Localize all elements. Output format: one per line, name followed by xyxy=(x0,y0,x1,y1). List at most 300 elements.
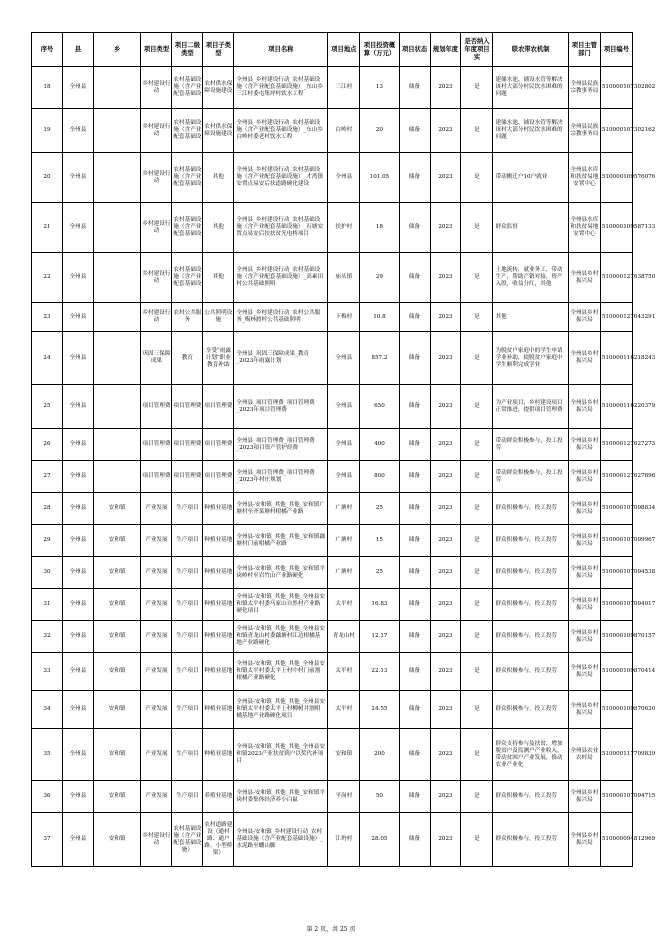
cell-county: 全州县 xyxy=(62,589,93,621)
cell-county: 全州县 xyxy=(62,385,93,429)
header-cell: 项目状态 xyxy=(399,33,430,67)
cell-secondary-type: 农村基础设施（含产业配套基础设 xyxy=(172,153,203,203)
cell-county: 全州县 xyxy=(62,557,93,589)
table-row xyxy=(32,253,633,303)
cell-mechanism: 建储水池、铺设水管等解决该村大部分村民饮水困难的问题 xyxy=(493,109,568,153)
cell-sub-type: 项目管理费 xyxy=(203,385,234,429)
cell-project-name: 全州县-安和镇_乡村建设行动_农村基础设施（含产业配套基础设施）_水泥路至蟠山脚 xyxy=(234,813,328,867)
cell-status: 储备 xyxy=(399,461,430,493)
cell-project-name: 全州县-安和镇_其他_其他_全州县安和镇2023产业扶贫到户以奖代补项目 xyxy=(234,729,328,781)
cell-department: 全州县乡村振兴局 xyxy=(568,653,600,691)
cell-sub-type: 种植业基地 xyxy=(203,589,234,621)
cell-township xyxy=(93,153,141,203)
cell-county: 全州县 xyxy=(62,729,93,781)
cell-mechanism: 群众支持参与及扶贫，增加脱贫户及监测户产业收入，带动贫困户产业发展，推动农业产业化 xyxy=(493,729,568,781)
cell-sub-type: 其他 xyxy=(203,203,234,253)
cell-status: 储备 xyxy=(399,203,430,253)
cell-plan-year: 2023 xyxy=(430,303,461,332)
cell-project-code: 510000107099967 xyxy=(600,525,632,557)
cell-department: 全州县乡村振兴局 xyxy=(568,332,600,385)
cell-township: 安和镇 xyxy=(93,525,141,557)
cell-plan-year: 2023 xyxy=(430,557,461,589)
cell-project-type: 产业发展 xyxy=(141,621,172,653)
cell-secondary-type: 农村基础设施（含产业配套基础设 xyxy=(172,67,203,109)
cell-secondary-type: 农村基础设施（含产业配套基础设 xyxy=(172,203,203,253)
cell-included: 是 xyxy=(461,589,493,621)
cell-investment: 20 xyxy=(360,109,399,153)
cell-department: 全州县乡村振兴局 xyxy=(568,781,600,813)
cell-investment: 25 xyxy=(360,557,399,589)
cell-department: 全州县乡村振兴局 xyxy=(568,493,600,525)
cell-investment: 25 xyxy=(360,493,399,525)
cell-sub-type: 种植业基地 xyxy=(203,557,234,589)
cell-sub-type: 种植业基地 xyxy=(203,525,234,557)
cell-plan-year: 2023 xyxy=(430,813,461,867)
cell-status: 储备 xyxy=(399,653,430,691)
cell-project-name: 全州县-安和镇_其他_其他_安和镇平岗村委集体经济养小白鼠 xyxy=(234,781,328,813)
cell-included: 是 xyxy=(461,429,493,461)
cell-project-type: 乡村建设行动 xyxy=(141,67,172,109)
cell-mechanism: 为脱贫户家庭中的学生申请学业补助，使脱贫户家庭中学生顺利完成学业 xyxy=(493,332,568,385)
cell-project-name: 全州县-安和镇_其他_其他_全州县安和镇太平村委太平上村中村门前割柑橘产业路硬化 xyxy=(234,653,328,691)
cell-index: 24 xyxy=(32,332,63,385)
cell-plan-year: 2023 xyxy=(430,653,461,691)
cell-plan-year: 2023 xyxy=(430,385,461,429)
table-row xyxy=(32,691,633,729)
cell-mechanism: 群众积极参与，投工投劳 xyxy=(493,691,568,729)
cell-project-type: 项目管理费 xyxy=(141,429,172,461)
cell-township: 安和镇 xyxy=(93,813,141,867)
cell-secondary-type: 生产项目 xyxy=(172,691,203,729)
table-row xyxy=(32,67,633,109)
cell-location: 全州县 xyxy=(328,429,360,461)
cell-plan-year: 2023 xyxy=(430,203,461,253)
cell-included: 是 xyxy=(461,203,493,253)
cell-township: 安和镇 xyxy=(93,557,141,589)
table-row xyxy=(32,109,633,153)
cell-investment: 29 xyxy=(360,253,399,303)
cell-index: 28 xyxy=(32,493,63,525)
cell-location: 平岗村 xyxy=(328,781,360,813)
cell-index: 31 xyxy=(32,589,63,621)
cell-secondary-type: 农村公共服务 xyxy=(172,303,203,332)
cell-location: 青龙山村 xyxy=(328,621,360,653)
header-cell: 项目地点 xyxy=(328,33,360,67)
cell-project-type: 项目管理费 xyxy=(141,385,172,429)
header-cell: 是否纳入年度项目实 xyxy=(461,33,493,67)
cell-project-code: 510000127627273 xyxy=(600,429,632,461)
cell-project-code: 510000107094538 xyxy=(600,557,632,589)
cell-project-name: 全州县-安和镇_其他_其他_安和镇广塘村至齐菜塘村柑橘产业路 xyxy=(234,493,328,525)
cell-township: 安和镇 xyxy=(93,653,141,691)
cell-index: 34 xyxy=(32,691,63,729)
cell-project-code: 510000127643291 xyxy=(600,303,632,332)
cell-investment: 10.8 xyxy=(360,303,399,332)
cell-mechanism: 群众积极参与，投工投劳 xyxy=(493,525,568,557)
cell-project-code: 510000109576076 xyxy=(600,153,632,203)
cell-sub-type: 其他 xyxy=(203,153,234,203)
cell-status: 储备 xyxy=(399,729,430,781)
cell-investment: 200 xyxy=(360,729,399,781)
cell-plan-year: 2023 xyxy=(430,493,461,525)
cell-county: 全州县 xyxy=(62,813,93,867)
header-cell: 项目主管部门 xyxy=(568,33,600,67)
cell-project-code: 510000109870414 xyxy=(600,653,632,691)
cell-secondary-type: 生产项目 xyxy=(172,729,203,781)
header-cell: 项目编号 xyxy=(600,33,632,67)
cell-project-type: 产业发展 xyxy=(141,729,172,781)
cell-project-code: 510000107302162 xyxy=(600,109,632,153)
cell-project-name: 全州县_乡村建设行动_农村基础设施（含产业配套基础设施）_东山乡三江村委屯集坪村饮水工程 xyxy=(234,67,328,109)
cell-county: 全州县 xyxy=(62,203,93,253)
table-row xyxy=(32,729,633,781)
cell-project-name: 全州县_项目管理费_项目管理费_2023年村庄规划 xyxy=(234,461,328,493)
table-row xyxy=(32,653,633,691)
cell-project-name: 全州县_巩固三保障成果_教育_2023年雨露计划 xyxy=(234,332,328,385)
cell-secondary-type: 生产项目 xyxy=(172,493,203,525)
cell-status: 储备 xyxy=(399,332,430,385)
cell-status: 储备 xyxy=(399,621,430,653)
header-cell: 联农带农机制 xyxy=(493,33,568,67)
cell-county: 全州县 xyxy=(62,621,93,653)
cell-township: 安和镇 xyxy=(93,781,141,813)
cell-secondary-type: 农村基础设施（含产业配套基础设 xyxy=(172,109,203,153)
cell-project-code: 510000109870630 xyxy=(600,691,632,729)
cell-department: 全州县乡村振兴局 xyxy=(568,621,600,653)
cell-department: 全州县乡村振兴局 xyxy=(568,385,600,429)
cell-index: 26 xyxy=(32,429,63,461)
cell-project-name: 全州县_项目管理费_项目管理费_2023项目资产管护经费 xyxy=(234,429,328,461)
project-table-page xyxy=(31,32,656,867)
table-row xyxy=(32,493,633,525)
cell-project-type: 乡村建设行动 xyxy=(141,813,172,867)
cell-index: 32 xyxy=(32,621,63,653)
header-cell: 规划年度 xyxy=(430,33,461,67)
cell-investment: 857.2 xyxy=(360,332,399,385)
cell-sub-type: 项目管理费 xyxy=(203,429,234,461)
cell-status: 储备 xyxy=(399,493,430,525)
cell-department: 全州县乡村振兴局 xyxy=(568,429,600,461)
cell-project-type: 乡村建设行动 xyxy=(141,303,172,332)
cell-investment: 24.55 xyxy=(360,691,399,729)
cell-included: 是 xyxy=(461,525,493,557)
cell-index: 20 xyxy=(32,153,63,203)
cell-plan-year: 2023 xyxy=(430,729,461,781)
cell-project-code: 510000127627896 xyxy=(600,461,632,493)
cell-location: 下梅村 xyxy=(328,303,360,332)
table-row xyxy=(32,813,633,867)
cell-sub-type: 农村供水保障设施建设 xyxy=(203,67,234,109)
cell-project-type: 产业发展 xyxy=(141,525,172,557)
cell-status: 储备 xyxy=(399,781,430,813)
cell-status: 储备 xyxy=(399,303,430,332)
cell-project-code: 510000117709839 xyxy=(600,729,632,781)
cell-project-name: 全州县-安和镇_其他_其他_全州县安和镇太平村委马家山自然村产业路硬化项目 xyxy=(234,589,328,621)
cell-plan-year: 2023 xyxy=(430,691,461,729)
cell-township xyxy=(93,461,141,493)
cell-location: 太平村 xyxy=(328,691,360,729)
cell-project-name: 全州县_乡村建设行动_农村基础设施（含产业配套基础设施）_才湾镇安置点易安后扶道路硬化建设 xyxy=(234,153,328,203)
table-row xyxy=(32,153,633,203)
cell-secondary-type: 生产项目 xyxy=(172,589,203,621)
cell-county: 全州县 xyxy=(62,493,93,525)
header-cell: 项目类型 xyxy=(141,33,172,67)
cell-sub-type: 农村供水保障设施建设 xyxy=(203,109,234,153)
cell-project-name: 全州县_乡村建设行动_农村公共服务_梅林渡村公共基础照明 xyxy=(234,303,328,332)
cell-project-code: 510000107094715 xyxy=(600,781,632,813)
cell-location: 白岭村 xyxy=(328,109,360,153)
header-cell: 项目子类型 xyxy=(203,33,234,67)
cell-status: 储备 xyxy=(399,589,430,621)
header-cell: 县 xyxy=(62,33,93,67)
cell-investment: 15 xyxy=(360,525,399,557)
cell-investment: 12.17 xyxy=(360,621,399,653)
cell-mechanism: 群众积极参与，投工投劳 xyxy=(493,813,568,867)
cell-township xyxy=(93,109,141,153)
cell-index: 25 xyxy=(32,385,63,429)
table-body xyxy=(32,67,656,867)
cell-township xyxy=(93,303,141,332)
cell-location: 广塘村 xyxy=(328,525,360,557)
table-row xyxy=(32,557,633,589)
table-row xyxy=(32,429,633,461)
table-header-row xyxy=(32,33,633,67)
cell-project-type: 巩固三保障成果 xyxy=(141,332,172,385)
cell-sub-type: 其他 xyxy=(203,253,234,303)
cell-index: 36 xyxy=(32,781,63,813)
cell-plan-year: 2023 xyxy=(430,589,461,621)
cell-index: 30 xyxy=(32,557,63,589)
cell-investment: 13 xyxy=(360,67,399,109)
cell-status: 储备 xyxy=(399,67,430,109)
cell-included: 是 xyxy=(461,253,493,303)
cell-plan-year: 2023 xyxy=(430,67,461,109)
cell-investment: 101.05 xyxy=(360,153,399,203)
cell-index: 23 xyxy=(32,303,63,332)
cell-secondary-type: 生产项目 xyxy=(172,781,203,813)
cell-plan-year: 2023 xyxy=(430,253,461,303)
cell-included: 是 xyxy=(461,813,493,867)
header-cell: 项目二级类型 xyxy=(172,33,203,67)
cell-township: 安和镇 xyxy=(93,493,141,525)
table-row xyxy=(32,303,633,332)
cell-included: 是 xyxy=(461,153,493,203)
cell-location: 扶护村 xyxy=(328,203,360,253)
cell-department: 全州县乡村振兴局 xyxy=(568,303,600,332)
cell-county: 全州县 xyxy=(62,109,93,153)
cell-status: 储备 xyxy=(399,153,430,203)
cell-mechanism: 群众积极参与，投工投劳 xyxy=(493,557,568,589)
cell-mechanism: 群众积极参与，投工投劳 xyxy=(493,621,568,653)
cell-index: 35 xyxy=(32,729,63,781)
cell-sub-type: 种植业基地 xyxy=(203,621,234,653)
cell-project-name: 全州县-安和镇_其他_其他_安和镇藕塘村门前柑橘产业路 xyxy=(234,525,328,557)
cell-project-type: 乡村建设行动 xyxy=(141,153,172,203)
cell-project-name: 全州县-安和镇_其他_其他_安和镇平岗岭村至岩竹山产业路硬化 xyxy=(234,557,328,589)
cell-investment: 18 xyxy=(360,203,399,253)
cell-location: 全州县 xyxy=(328,332,360,385)
cell-index: 33 xyxy=(32,653,63,691)
cell-county: 全州县 xyxy=(62,253,93,303)
cell-project-code: 510000109587133 xyxy=(600,203,632,253)
cell-township xyxy=(93,253,141,303)
cell-secondary-type: 生产项目 xyxy=(172,653,203,691)
cell-project-code: 510000107098834 xyxy=(600,493,632,525)
cell-location: 全州县 xyxy=(328,153,360,203)
cell-plan-year: 2023 xyxy=(430,332,461,385)
cell-department: 全州县民族宗教事务局 xyxy=(568,109,600,153)
cell-plan-year: 2023 xyxy=(430,153,461,203)
cell-project-code: 510000107094017 xyxy=(600,589,632,621)
cell-included: 是 xyxy=(461,109,493,153)
cell-investment: 400 xyxy=(360,429,399,461)
cell-included: 是 xyxy=(461,621,493,653)
cell-township xyxy=(93,67,141,109)
cell-index: 27 xyxy=(32,461,63,493)
cell-county: 全州县 xyxy=(62,67,93,109)
cell-project-code: 510000116220379 xyxy=(600,385,632,429)
table-row xyxy=(32,332,633,385)
cell-department: 全州县水库和扶贫易地安置中心 xyxy=(568,203,600,253)
cell-location: 广塘村 xyxy=(328,557,360,589)
cell-investment: 650 xyxy=(360,385,399,429)
cell-department: 全州县乡村振兴局 xyxy=(568,813,600,867)
cell-status: 储备 xyxy=(399,525,430,557)
cell-mechanism: 其他 xyxy=(493,303,568,332)
cell-project-type: 产业发展 xyxy=(141,653,172,691)
cell-township: 安和镇 xyxy=(93,621,141,653)
cell-index: 37 xyxy=(32,813,63,867)
cell-plan-year: 2023 xyxy=(430,109,461,153)
cell-secondary-type: 生产项目 xyxy=(172,525,203,557)
cell-investment: 28.05 xyxy=(360,813,399,867)
cell-location: 全州县 xyxy=(328,461,360,493)
header-cell: 项目投资概算（万元） xyxy=(360,33,399,67)
cell-included: 是 xyxy=(461,493,493,525)
cell-county: 全州县 xyxy=(62,461,93,493)
cell-county: 全州县 xyxy=(62,781,93,813)
cell-project-code: 510000109870157 xyxy=(600,621,632,653)
cell-department: 全州县乡村振兴局 xyxy=(568,253,600,303)
cell-project-type: 产业发展 xyxy=(141,557,172,589)
cell-location: 广塘村 xyxy=(328,493,360,525)
cell-investment: 800 xyxy=(360,461,399,493)
cell-county: 全州县 xyxy=(62,525,93,557)
cell-index: 21 xyxy=(32,203,63,253)
cell-department: 全州县乡村振兴局 xyxy=(568,461,600,493)
cell-secondary-type: 农村基础设施（含产业配套基础设施） xyxy=(172,813,203,867)
cell-project-name: 全州县_乡村建设行动_农村基础设施（含产业配套基础设施）_石塘安置点易安后扶扶贫光电桥项目 xyxy=(234,203,328,253)
cell-sub-type: 享受“雨露计划”职业教育补助 xyxy=(203,332,234,385)
cell-township xyxy=(93,385,141,429)
cell-location: 江坍村 xyxy=(328,813,360,867)
cell-mechanism: 带动群众积极参与，投工投劳 xyxy=(493,461,568,493)
cell-included: 是 xyxy=(461,729,493,781)
cell-mechanism: 土地流转，就业务工，带动生产，帮助产销对接，资产入股，收益分红，其他 xyxy=(493,253,568,303)
cell-department: 全州县农业农村局 xyxy=(568,729,600,781)
cell-mechanism: 带动群众积极参与，投工投劳 xyxy=(493,429,568,461)
table-row xyxy=(32,385,633,429)
cell-county: 全州县 xyxy=(62,153,93,203)
cell-project-code: 510000116218243 xyxy=(600,332,632,385)
cell-sub-type: 种植业基地 xyxy=(203,691,234,729)
cell-included: 是 xyxy=(461,385,493,429)
cell-sub-type: 养殖业基地 xyxy=(203,781,234,813)
cell-project-name: 全州县_乡村建设行动_农村基础设施（含产业配套基础设施）_高素田村公共基础照明 xyxy=(234,253,328,303)
cell-location: 全州县 xyxy=(328,385,360,429)
cell-project-type: 产业发展 xyxy=(141,691,172,729)
cell-secondary-type: 生产项目 xyxy=(172,557,203,589)
cell-status: 储备 xyxy=(399,253,430,303)
cell-investment: 16.83 xyxy=(360,589,399,621)
cell-plan-year: 2023 xyxy=(430,461,461,493)
cell-status: 储备 xyxy=(399,109,430,153)
header-cell: 序号 xyxy=(32,33,63,67)
cell-plan-year: 2023 xyxy=(430,525,461,557)
cell-mechanism: 群众积极参与，投工投劳 xyxy=(493,589,568,621)
cell-township: 安和镇 xyxy=(93,589,141,621)
table-row xyxy=(32,589,633,621)
cell-secondary-type: 农村基础设施（含产业配套基础设 xyxy=(172,253,203,303)
cell-status: 储备 xyxy=(399,557,430,589)
cell-location: 安和镇 xyxy=(328,729,360,781)
cell-index: 18 xyxy=(32,67,63,109)
cell-department: 全州县乡村振兴局 xyxy=(568,589,600,621)
cell-county: 全州县 xyxy=(62,303,93,332)
cell-mechanism: 带动搬迁户10户就业 xyxy=(493,153,568,203)
table-row xyxy=(32,621,633,653)
cell-included: 是 xyxy=(461,67,493,109)
cell-project-name: 全州县_乡村建设行动_农村基础设施（含产业配套基础设施）_东山乡白岭村委老村饮水工程 xyxy=(234,109,328,153)
cell-mechanism: 群众积极参与，投工投劳 xyxy=(493,653,568,691)
cell-sub-type: 农村道路建设（通村路、通户路、小型桥梁） xyxy=(203,813,234,867)
cell-included: 是 xyxy=(461,461,493,493)
cell-mechanism: 群众积极参与，投工投劳 xyxy=(493,781,568,813)
cell-department: 全州县水库和扶贫易地安置中心 xyxy=(568,153,600,203)
cell-secondary-type: 教育 xyxy=(172,332,203,385)
cell-department: 全州县乡村振兴局 xyxy=(568,525,600,557)
table-row xyxy=(32,461,633,493)
table-row xyxy=(32,781,633,813)
project-table xyxy=(31,32,656,867)
cell-department: 全州县乡村振兴局 xyxy=(568,557,600,589)
cell-investment: 50 xyxy=(360,781,399,813)
table-row xyxy=(32,203,633,253)
cell-mechanism: 群众积极参与，投工投劳 xyxy=(493,493,568,525)
table-row xyxy=(32,525,633,557)
cell-location: 太平村 xyxy=(328,653,360,691)
cell-project-code: 510000107302802 xyxy=(600,67,632,109)
cell-secondary-type: 生产项目 xyxy=(172,621,203,653)
cell-township xyxy=(93,429,141,461)
page-footer: 第 2 页，共 25 页 xyxy=(306,926,356,933)
cell-project-name: 全州县_项目管理费_项目管理费_2023年项目管理费 xyxy=(234,385,328,429)
cell-county: 全州县 xyxy=(62,332,93,385)
cell-status: 储备 xyxy=(399,813,430,867)
cell-project-type: 产业发展 xyxy=(141,493,172,525)
cell-mechanism: 为产业项目，乡村建设项目正常推进，提供项目管理费 xyxy=(493,385,568,429)
cell-sub-type: 种植业基地 xyxy=(203,729,234,781)
cell-project-name: 全州县-安和镇_其他_其他_全州县安和镇青龙山村委藕塘村江边柑橘基地产业路硬化 xyxy=(234,621,328,653)
cell-plan-year: 2023 xyxy=(430,621,461,653)
cell-sub-type: 项目管理费 xyxy=(203,461,234,493)
cell-township: 安和镇 xyxy=(93,691,141,729)
cell-index: 22 xyxy=(32,253,63,303)
cell-plan-year: 2023 xyxy=(430,781,461,813)
cell-location: 三江村 xyxy=(328,67,360,109)
cell-included: 是 xyxy=(461,303,493,332)
cell-plan-year: 2023 xyxy=(430,429,461,461)
